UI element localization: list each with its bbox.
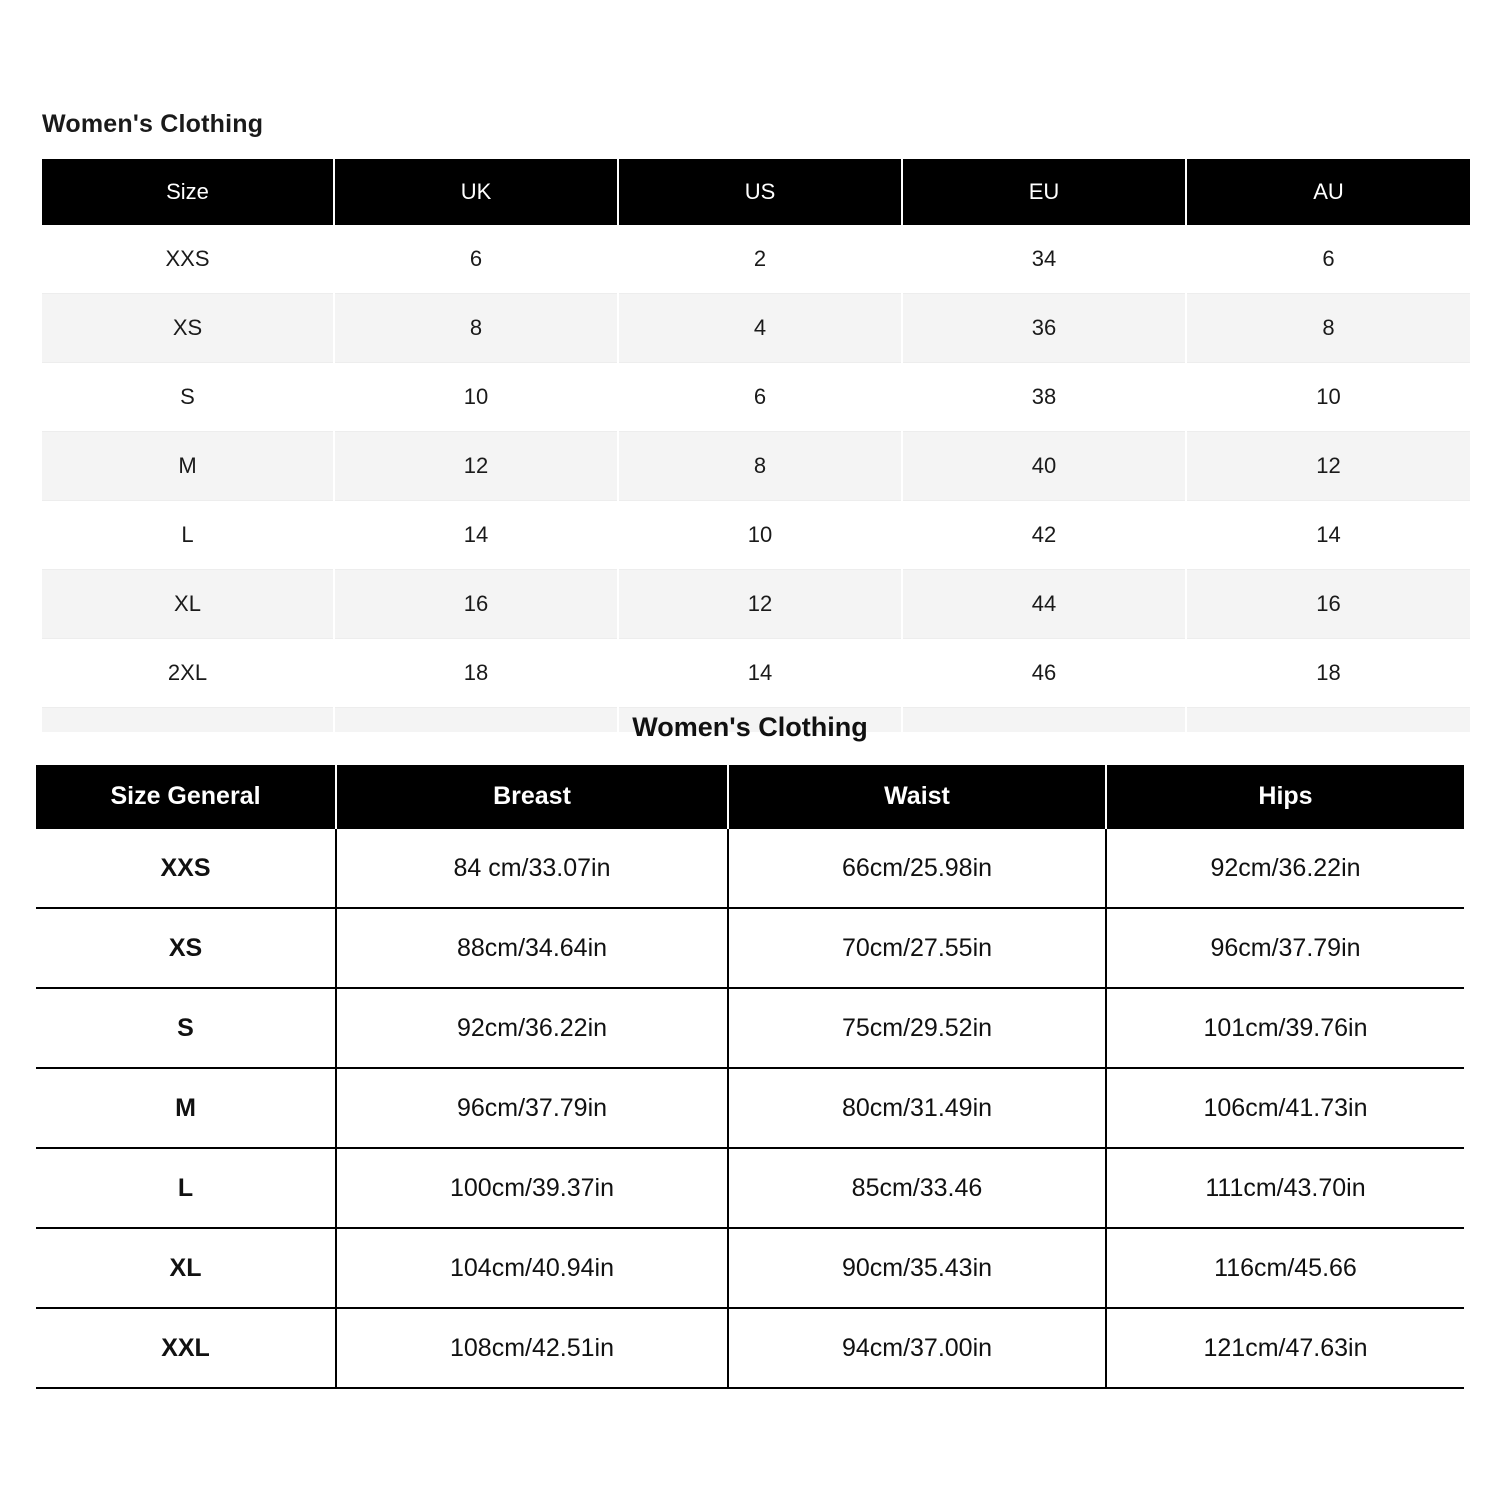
cell-au: 14 xyxy=(1186,501,1470,570)
table-row xyxy=(42,432,1470,501)
table-row xyxy=(36,1308,1464,1388)
cell-hips: 121cm/47.63in xyxy=(1106,1308,1464,1388)
cell-waist: 94cm/37.00in xyxy=(728,1308,1106,1388)
cell-waist: 70cm/27.55in xyxy=(728,908,1106,988)
cell-uk: 16 xyxy=(334,570,618,639)
table1-header-row xyxy=(42,159,1470,225)
cell-size: XL xyxy=(42,570,334,639)
cell-au: 10 xyxy=(1186,363,1470,432)
cell-hips: 111cm/43.70in xyxy=(1106,1148,1464,1228)
cell-size: XS xyxy=(42,294,334,363)
cell-size-general: XS xyxy=(36,908,336,988)
cell-uk: 18 xyxy=(334,639,618,708)
cell-us: 6 xyxy=(618,363,902,432)
cell-size: 2XL xyxy=(42,639,334,708)
cell-size: XXS xyxy=(42,225,334,294)
table1-title: Women's Clothing xyxy=(42,110,264,138)
cell-au: 16 xyxy=(1186,570,1470,639)
table1-col-au: AU xyxy=(1186,159,1470,225)
cell-us: 2 xyxy=(618,225,902,294)
cell-eu: 40 xyxy=(902,432,1186,501)
table-row xyxy=(42,570,1470,639)
cell-waist: 80cm/31.49in xyxy=(728,1068,1106,1148)
cell-hips: 96cm/37.79in xyxy=(1106,908,1464,988)
table2-col-hips: Hips xyxy=(1106,765,1464,828)
table-row xyxy=(36,908,1464,988)
cell-uk: 8 xyxy=(334,294,618,363)
table-row xyxy=(36,1228,1464,1308)
table1-col-size: Size xyxy=(42,159,334,225)
cell-au: 18 xyxy=(1186,639,1470,708)
cell-eu: 38 xyxy=(902,363,1186,432)
cell-uk: 10 xyxy=(334,363,618,432)
cell-hips: 101cm/39.76in xyxy=(1106,988,1464,1068)
cell-size-general: S xyxy=(36,988,336,1068)
table1-col-us: US xyxy=(618,159,902,225)
table-row xyxy=(42,294,1470,363)
cell-breast: 96cm/37.79in xyxy=(336,1068,728,1148)
table-row xyxy=(42,363,1470,432)
cell-size-general: M xyxy=(36,1068,336,1148)
cell-us: 14 xyxy=(618,639,902,708)
cell-hips: 116cm/45.66 xyxy=(1106,1228,1464,1308)
table2-col-size-general: Size General xyxy=(36,765,336,828)
cell-waist: 75cm/29.52in xyxy=(728,988,1106,1068)
cell-waist: 85cm/33.46 xyxy=(728,1148,1106,1228)
table-row xyxy=(36,1068,1464,1148)
cell-uk: 12 xyxy=(334,432,618,501)
cell-au: 6 xyxy=(1186,225,1470,294)
table-row xyxy=(36,1148,1464,1228)
size-conversion-table xyxy=(42,159,1470,732)
cell-uk: 14 xyxy=(334,501,618,570)
cell-breast: 108cm/42.51in xyxy=(336,1308,728,1388)
body-measurements-section xyxy=(36,712,1464,1389)
table1-col-eu: EU xyxy=(902,159,1186,225)
body-measurements-table xyxy=(36,765,1464,1389)
cell-size: L xyxy=(42,501,334,570)
cell-breast: 104cm/40.94in xyxy=(336,1228,728,1308)
cell-breast: 84 cm/33.07in xyxy=(336,828,728,908)
cell-breast: 88cm/34.64in xyxy=(336,908,728,988)
cell-size: S xyxy=(42,363,334,432)
cell-size-general: XXL xyxy=(36,1308,336,1388)
cell-uk: 6 xyxy=(334,225,618,294)
cell-size-general: L xyxy=(36,1148,336,1228)
table-row xyxy=(42,639,1470,708)
cell-hips: 106cm/41.73in xyxy=(1106,1068,1464,1148)
cell-au: 12 xyxy=(1186,432,1470,501)
table2-header-row xyxy=(36,765,1464,828)
cell-us: 8 xyxy=(618,432,902,501)
table2-col-breast: Breast xyxy=(336,765,728,828)
cell-hips: 92cm/36.22in xyxy=(1106,828,1464,908)
table-row xyxy=(36,988,1464,1068)
table1-col-uk: UK xyxy=(334,159,618,225)
size-conversion-section xyxy=(42,110,1470,732)
cell-us: 12 xyxy=(618,570,902,639)
cell-breast: 92cm/36.22in xyxy=(336,988,728,1068)
cell-breast: 100cm/39.37in xyxy=(336,1148,728,1228)
table2-title: Women's Clothing xyxy=(632,712,868,742)
table-row xyxy=(42,225,1470,294)
cell-eu: 36 xyxy=(902,294,1186,363)
cell-waist: 66cm/25.98in xyxy=(728,828,1106,908)
cell-size-general: XXS xyxy=(36,828,336,908)
cell-us: 4 xyxy=(618,294,902,363)
cell-size-general: XL xyxy=(36,1228,336,1308)
cell-eu: 44 xyxy=(902,570,1186,639)
cell-eu: 46 xyxy=(902,639,1186,708)
cell-size: M xyxy=(42,432,334,501)
table-row xyxy=(42,501,1470,570)
table2-col-waist: Waist xyxy=(728,765,1106,828)
cell-us: 10 xyxy=(618,501,902,570)
cell-waist: 90cm/35.43in xyxy=(728,1228,1106,1308)
cell-eu: 34 xyxy=(902,225,1186,294)
cell-au: 8 xyxy=(1186,294,1470,363)
table-row xyxy=(36,828,1464,908)
cell-eu: 42 xyxy=(902,501,1186,570)
